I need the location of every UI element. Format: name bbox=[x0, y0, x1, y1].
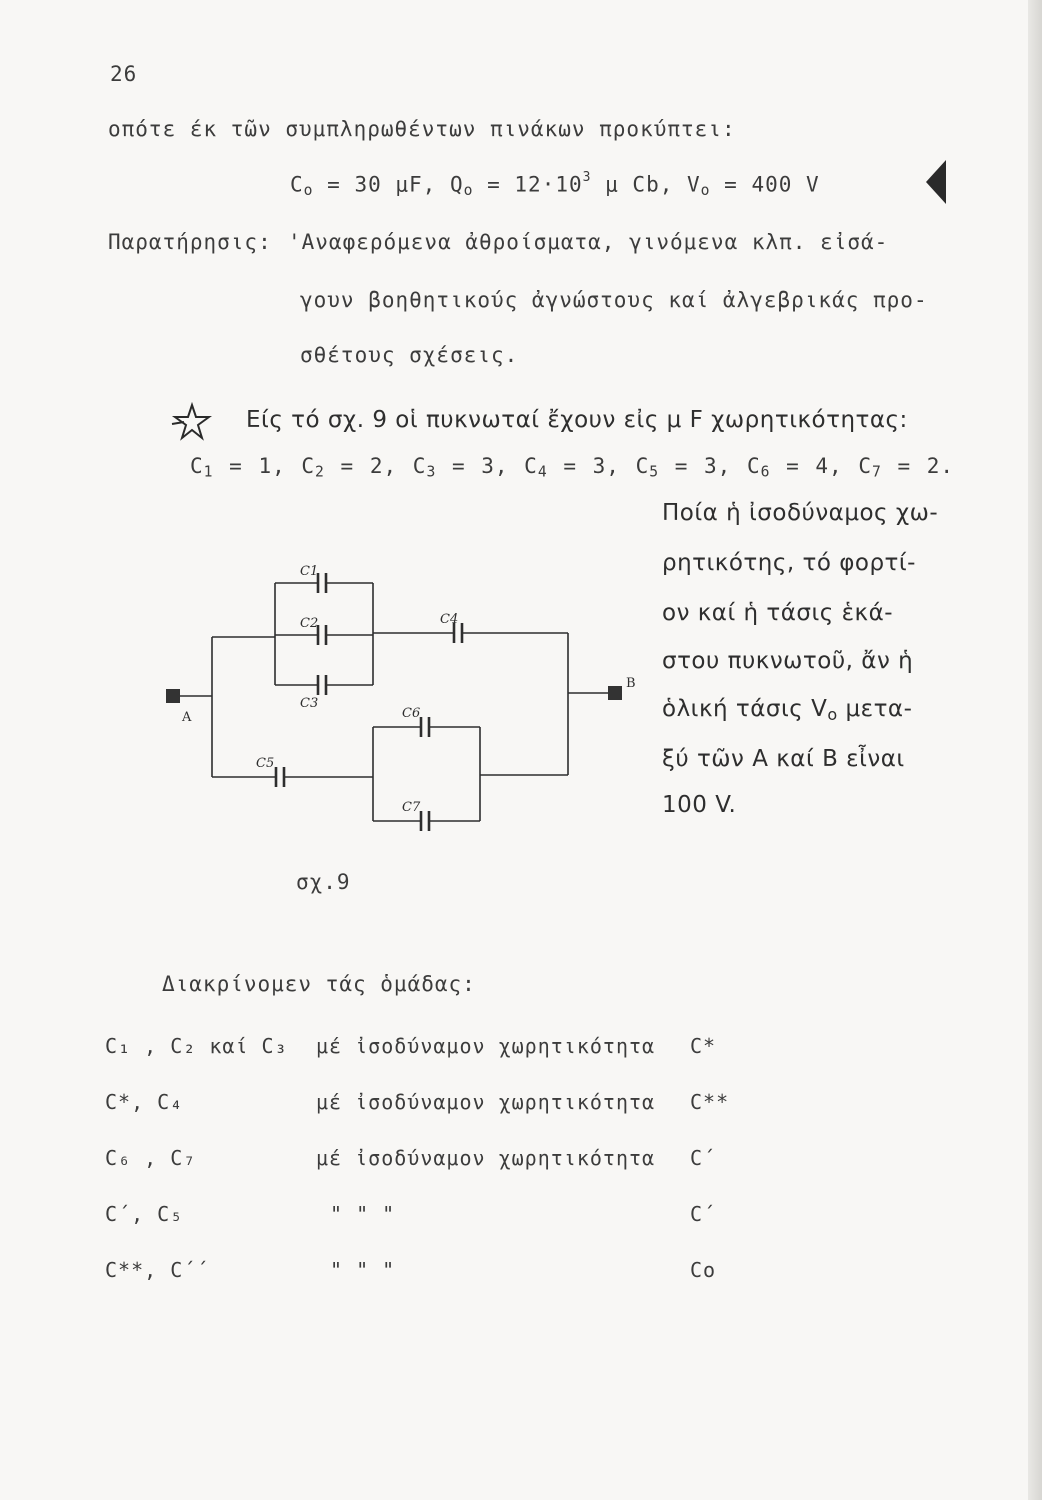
page-number: 26 bbox=[110, 62, 138, 86]
c-sub: o bbox=[303, 182, 314, 200]
label-c4: C4 bbox=[440, 612, 459, 627]
group-row-3-right: C´ bbox=[690, 1146, 717, 1170]
question-line-7: 100 V. bbox=[662, 792, 737, 818]
label-c2: C2 bbox=[300, 616, 319, 631]
question-line-2: ρητικότης, τό φορτί- bbox=[662, 550, 916, 576]
intro-text: οπότε έκ τῶν συμπληρωθέντων πινάκων προκύπτει: bbox=[108, 117, 736, 141]
q-sub: o bbox=[463, 182, 474, 200]
label-c1: C1 bbox=[300, 564, 319, 579]
remark-line-3: σθέτους σχέσεις. bbox=[300, 343, 519, 367]
star-icon bbox=[170, 402, 212, 442]
label-c7: C7 bbox=[402, 800, 421, 815]
q-value: = 12·10 bbox=[487, 172, 583, 197]
value-c3: $C_3 = 3$, bbox=[412, 454, 509, 481]
circuit-diagram bbox=[160, 555, 640, 855]
c-label: C bbox=[290, 172, 304, 197]
value-c4: $C_4 = 3$, bbox=[524, 454, 620, 481]
group-row-5-right: Co bbox=[690, 1258, 717, 1282]
remark-line-2: γουν βοηθητικούς ἀγνώστους καί ἀλγεβρικάς προ- bbox=[300, 288, 928, 312]
question-line-4: στου πυκνωτοῦ, ἄν ἡ bbox=[662, 648, 914, 674]
value-c6: $C_6 = 4$, bbox=[746, 454, 843, 481]
value-c5: $C_5 = 3$, bbox=[635, 454, 732, 481]
group-row-2-mid: μέ ἰσοδύναμον χωρητικότητα bbox=[316, 1090, 656, 1114]
label-c3: C3 bbox=[300, 696, 319, 711]
group-row-1-right: C* bbox=[690, 1034, 717, 1058]
question-line-5: ὁλική τάσις $V_o$ μετα- bbox=[662, 696, 913, 725]
group-row-4-right: C´ bbox=[690, 1202, 717, 1226]
remark-label: Παρατήρησις: bbox=[108, 230, 272, 254]
capacitance-values bbox=[190, 454, 954, 481]
value-c2: $C_2 = 2$, bbox=[301, 454, 398, 481]
label-c5: C5 bbox=[256, 756, 275, 771]
group-row-3-left: C₆ , C₇ bbox=[105, 1146, 197, 1170]
c-value: = 30 μF, bbox=[327, 172, 437, 197]
remark-line-1: 'Αναφερόμενα ἀθροίσματα, γινόμενα κλπ. εἰσά- bbox=[288, 230, 889, 254]
group-row-5-left: C**, C´´ bbox=[105, 1258, 210, 1282]
q-label: Q bbox=[449, 172, 464, 197]
label-a: A bbox=[182, 710, 192, 725]
problem-statement: Είς τό σχ. 9 οἱ πυκνωταί ἔχουν εἰς μ F χωρητικότητας: bbox=[246, 407, 908, 433]
terminal-b bbox=[608, 686, 622, 700]
question-line-3: ον καί ἡ τάσις ἑκά- bbox=[662, 600, 894, 626]
group-row-3-mid: μέ ἰσοδύναμον χωρητικότητα bbox=[316, 1146, 656, 1170]
v-label: V bbox=[687, 172, 701, 197]
result-line bbox=[290, 170, 820, 199]
label-c6: C6 bbox=[402, 706, 421, 721]
label-b: B bbox=[626, 676, 636, 691]
value-c7: $C_7 = 2$. bbox=[858, 454, 955, 481]
group-row-4-mid: " " " bbox=[330, 1202, 396, 1226]
group-row-2-left: C*, C₄ bbox=[105, 1090, 184, 1114]
page-edge bbox=[1028, 0, 1042, 1500]
group-row-1-mid: μέ ἰσοδύναμον χωρητικότητα bbox=[316, 1034, 656, 1058]
group-row-2-right: C** bbox=[690, 1090, 730, 1114]
figure-caption: σχ.9 bbox=[296, 870, 351, 894]
group-row-4-left: C´, C₅ bbox=[105, 1202, 184, 1226]
v-value: = 400 V bbox=[724, 172, 820, 197]
groups-intro: Διακρίνομεν τάς ὁμάδας: bbox=[162, 972, 476, 996]
group-row-1-left: C₁ , C₂ καί C₃ bbox=[105, 1034, 288, 1058]
terminal-a bbox=[166, 689, 180, 703]
q-exponent: 3 bbox=[582, 170, 592, 185]
value-c1: $C_1 = 1$, bbox=[190, 454, 286, 481]
group-row-5-mid: " " " bbox=[330, 1258, 396, 1282]
question-line-1: Ποία ἡ ἰσοδύναμος χω- bbox=[662, 500, 939, 526]
v-sub: o bbox=[700, 182, 711, 200]
question-block bbox=[662, 500, 962, 830]
margin-marker-icon bbox=[924, 158, 948, 206]
q-unit: μ Cb, bbox=[605, 172, 674, 197]
question-line-6: ξύ τῶν Α καί Β εἶναι bbox=[662, 746, 905, 772]
